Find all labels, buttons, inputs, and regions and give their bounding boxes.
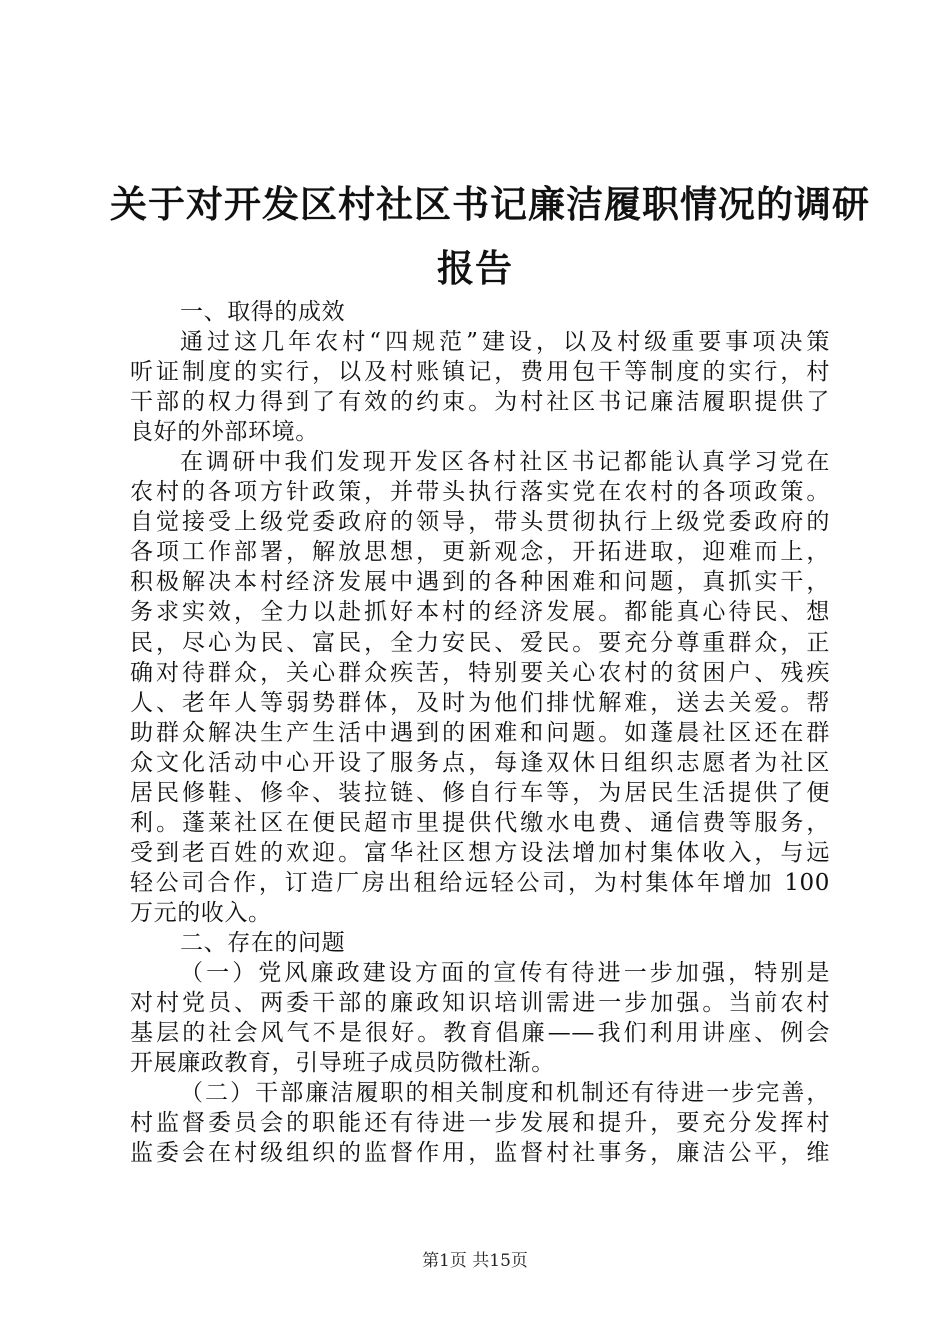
paragraph-line: 利。蓬莱社区在便民超市里提供代缴水电费、通信费等服务， [130, 809, 830, 836]
paragraph-line: （一）党风廉政建设方面的宣传有待进一步加强，特别是 [180, 960, 830, 987]
paragraph-line: 务求实效，全力以赴抓好本村的经济发展。都能真心待民、想 [130, 599, 830, 626]
paragraph-line: 轻公司合作，订造厂房出租给远轻公司，为村集体年增加 100 [130, 869, 830, 896]
paragraph-line: 积极解决本村经济发展中遇到的各种困难和问题，真抓实干， [130, 569, 830, 596]
paragraph-line: 良好的外部环境。 [130, 419, 319, 446]
paragraph-line: 通过这几年农村“四规范”建设，以及村级重要事项决策 [180, 329, 830, 356]
section-heading: 一、取得的成效 [180, 299, 346, 325]
paragraph-line: 在调研中我们发现开发区各村社区书记都能认真学习党在 [180, 449, 830, 476]
paragraph-line: 确对待群众，关心群众疾苦，特别要关心农村的贫困户、残疾 [130, 659, 830, 686]
paragraph-line: 自觉接受上级党委政府的领导，带头贯彻执行上级党委政府的 [130, 509, 830, 536]
paragraph-line: 基层的社会风气不是很好。教育倡廉——我们利用讲座、例会 [130, 1020, 830, 1047]
paragraph-line: 监委会在村级组织的监督作用，监督村社事务，廉洁公平，维 [130, 1140, 830, 1167]
paragraph-line: 居民修鞋、修伞、装拉链、修自行车等，为居民生活提供了便 [130, 779, 830, 806]
paragraph-line: 农村的各项方针政策，并带头执行落实党在农村的各项政策。 [130, 479, 830, 506]
paragraph-line: 听证制度的实行，以及村账镇记，费用包干等制度的实行，村 [130, 359, 830, 386]
paragraph-line: 开展廉政教育，引导班子成员防微杜渐。 [130, 1050, 555, 1077]
document-title-line-1: 关于对开发区村社区书记廉洁履职情况的调研 [110, 183, 870, 226]
paragraph-line: 村监督委员会的职能还有待进一步发展和提升，要充分发挥村 [130, 1110, 830, 1137]
paragraph-line: 助群众解决生产生活中遇到的困难和问题。如蓬晨社区还在群 [130, 719, 830, 746]
paragraph-line: 对村党员、两委干部的廉政知识培训需进一步加强。当前农村 [130, 990, 830, 1017]
paragraph-line: 民，尽心为民、富民，全力安民、爱民。要充分尊重群众，正 [130, 629, 830, 656]
section-heading: 二、存在的问题 [180, 929, 346, 956]
paragraph-line: 人、老年人等弱势群体，及时为他们排忧解难，送去关爱。帮 [130, 689, 830, 716]
paragraph-line: 受到老百姓的欢迎。富华社区想方设法增加村集体收入，与远 [130, 839, 830, 866]
document-title-line-2: 报告 [437, 247, 513, 290]
document-body [130, 297, 830, 1168]
paragraph-line: 各项工作部署，解放思想，更新观念，开拓进取，迎难而上， [130, 539, 830, 566]
paragraph-line: 干部的权力得到了有效的约束。为村社区书记廉洁履职提供了 [130, 389, 830, 416]
paragraph-line: （二）干部廉洁履职的相关制度和机制还有待进一步完善， [180, 1080, 830, 1107]
paragraph-line: 众文化活动中心开设了服务点，每逢双休日组织志愿者为社区 [130, 749, 830, 776]
page-number-footer: 第1页 共15页 [422, 1251, 528, 1271]
paragraph-line: 万元的收入。 [130, 899, 272, 926]
